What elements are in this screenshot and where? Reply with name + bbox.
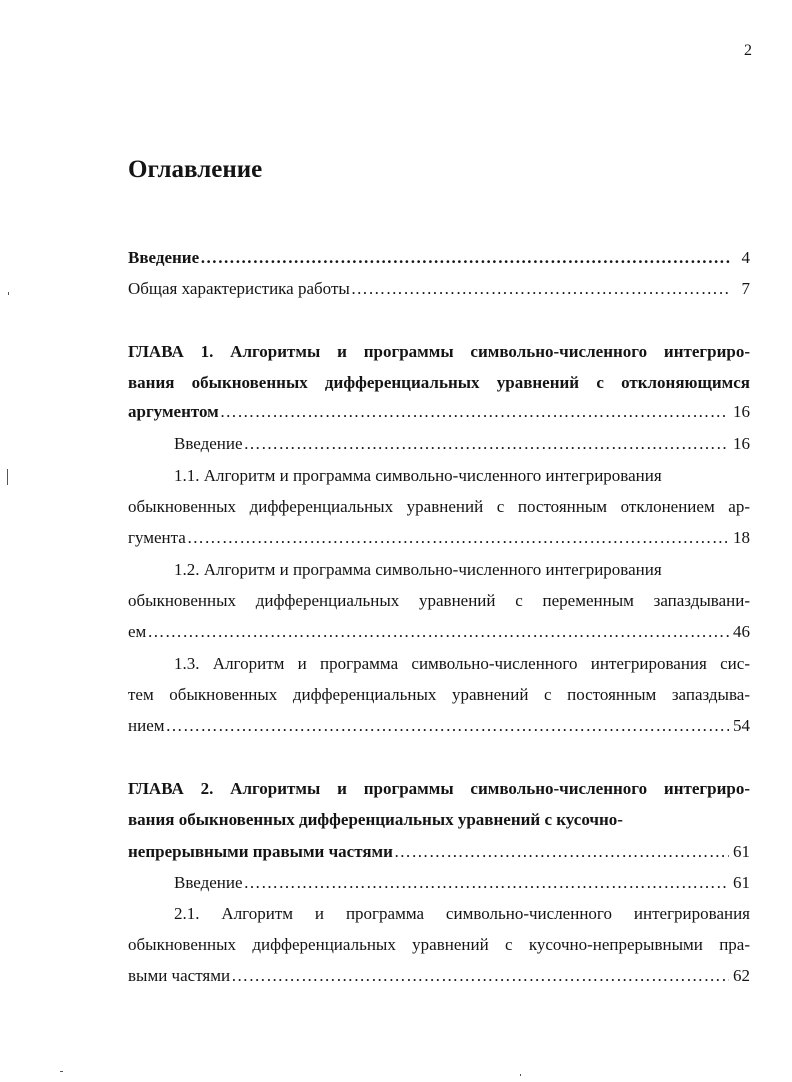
chapter-heading-line (128, 336, 750, 368)
toc-page-number: 18 (733, 528, 750, 547)
dot-leader (244, 867, 729, 899)
chapter-heading-text: вания обыкновенных дифференциальных уравнений с отклоняющимся (128, 373, 750, 392)
chapter-heading-line (128, 367, 750, 399)
toc-entry-label: Введение (174, 434, 243, 453)
toc-entry-ch1-introduction (174, 428, 750, 460)
toc-page-number: 61 (733, 873, 750, 892)
toc-page-number: 62 (733, 966, 750, 985)
section-text: 1.3. Алгоритм и программа символьно-численного интегрирования сис- (174, 654, 750, 673)
scan-speck (8, 292, 9, 295)
toc-page-number: 46 (733, 622, 750, 641)
section-last-line (128, 710, 750, 742)
chapter-heading-text: ГЛАВА 1. Алгоритмы и программы символьно-численного интегриро- (128, 342, 750, 361)
section-text-line (128, 585, 750, 617)
page-number: 2 (744, 42, 752, 59)
chapter-heading-line (128, 804, 750, 836)
toc-page-number: 16 (733, 434, 750, 453)
section-text-line (174, 648, 750, 680)
dot-leader (200, 242, 730, 274)
chapter-heading-text: аргументом (128, 402, 219, 421)
dot-leader (166, 710, 730, 742)
toc-entry-general-characteristics (128, 273, 750, 305)
toc-page-number: 54 (733, 716, 750, 735)
section-text: гумента (128, 528, 186, 547)
dot-leader (394, 836, 729, 868)
chapter-heading-last-line (128, 836, 750, 868)
toc-entry-label: Введение (128, 248, 200, 267)
toc-title: Оглавление (128, 156, 263, 183)
section-text: нием (128, 716, 165, 735)
dot-leader (187, 522, 729, 554)
scan-speck (520, 1074, 521, 1076)
toc-page-number: 4 (741, 248, 750, 267)
toc-entry-introduction (128, 242, 750, 274)
section-text-line (174, 898, 750, 930)
chapter-heading-line (128, 773, 750, 805)
toc-page-number: 61 (733, 842, 750, 861)
toc-entry-label: Введение (174, 873, 243, 892)
toc-page-number: 7 (741, 279, 750, 298)
section-text: обыкновенных дифференциальных уравнений с постоянным отклонением ар- (128, 497, 750, 516)
section-text-line (128, 679, 750, 711)
toc-page-number: 16 (733, 402, 750, 421)
dot-leader (231, 960, 729, 992)
toc-entry-ch2-introduction (174, 867, 750, 899)
section-text: 1.1. Алгоритм и программа символьно-численного интегрирования (174, 466, 662, 485)
section-text: выми частями (128, 966, 231, 985)
chapter-heading-text: непрерывными правыми частями (128, 842, 393, 861)
section-text: 1.2. Алгоритм и программа символьно-численного интегрирования (174, 560, 662, 579)
section-text-line (128, 929, 750, 961)
section-last-line (128, 522, 750, 554)
scan-speck (7, 469, 8, 485)
section-text: ем (128, 622, 147, 641)
dot-leader (147, 616, 729, 648)
chapter-heading-text: вания обыкновенных дифференциальных уравнений с кусочно- (128, 810, 623, 829)
section-text: обыкновенных дифференциальных уравнений с кусочно-непрерывными пра- (128, 935, 750, 954)
section-text: 2.1. Алгоритм и программа символьно-численного интегрирования (174, 904, 750, 923)
section-text-line (174, 554, 750, 586)
scan-speck (60, 1071, 63, 1072)
section-last-line (128, 960, 750, 992)
section-text-line (128, 491, 750, 523)
section-last-line (128, 616, 750, 648)
chapter-heading-text: ГЛАВА 2. Алгоритмы и программы символьно-численного интегриро- (128, 779, 750, 798)
section-text: тем обыкновенных дифференциальных уравнений с постоянным запаздыва- (128, 685, 750, 704)
dot-leader (351, 273, 730, 305)
chapter-heading-last-line (128, 396, 750, 428)
dot-leader (220, 396, 729, 428)
dot-leader (244, 428, 729, 460)
section-text-line (174, 460, 750, 492)
toc-entry-label: Общая характеристика работы (128, 279, 350, 298)
section-text: обыкновенных дифференциальных уравнений с переменным запаздывани- (128, 591, 750, 610)
